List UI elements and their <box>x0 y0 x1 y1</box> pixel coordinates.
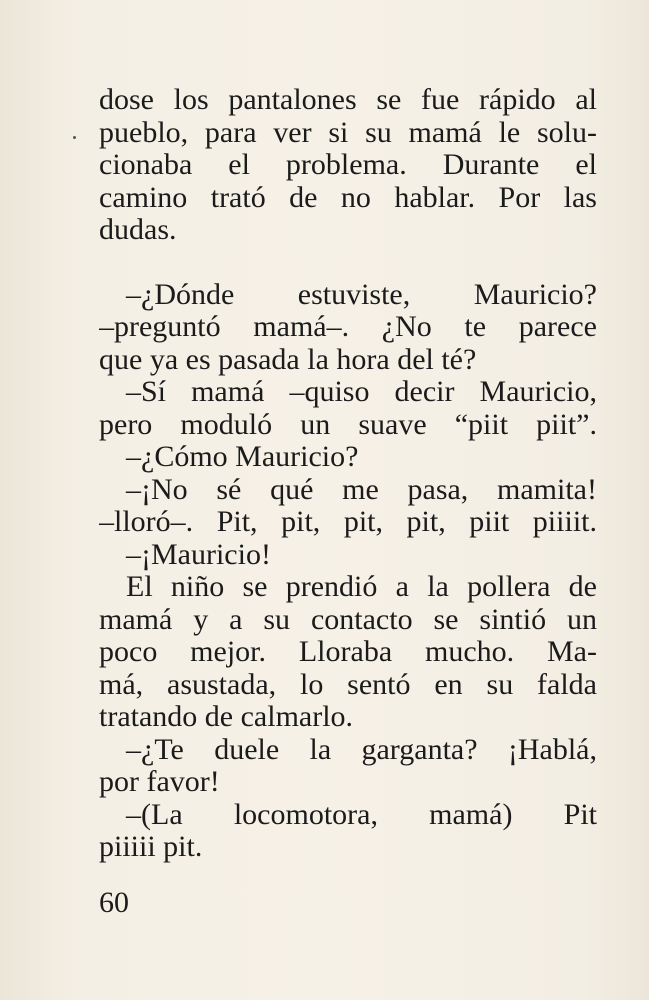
dialogue-line: por favor! <box>99 765 220 798</box>
dialogue-line: –(La locomotora, mamá) Pit <box>126 798 597 831</box>
dialogue-line: El niño se prendió a la pollera de <box>126 571 597 603</box>
text-line: camino trató de no hablar. Por las <box>99 181 597 214</box>
text-line: cionaba el problema. Durante el <box>99 149 597 181</box>
paragraph-1 <box>99 84 597 247</box>
dialogue-line: –¿Dónde estuviste, Mauricio? <box>126 278 597 311</box>
dialogue-line: má, asustada, lo sentó en su falda <box>99 668 597 701</box>
text-line: dose los pantalones se fue rápido al <box>99 84 597 116</box>
dialogue-line: piiiii pit. <box>99 830 203 863</box>
margin-mark <box>73 136 76 139</box>
text-line: pueblo, para ver si su mamá le solu- <box>99 116 597 149</box>
dialogue-line: –¿Cómo Mauricio? <box>126 440 359 473</box>
dialogue-line: poco mejor. Lloraba mucho. Ma- <box>99 636 597 668</box>
text-line: dudas. <box>99 213 177 246</box>
dialogue-line: tratando de calmarlo. <box>99 700 354 733</box>
page-number: 60 <box>99 886 129 919</box>
dialogue-line: –lloró–. Pit, pit, pit, pit, piit piiiit. <box>99 506 597 538</box>
dialogue-line: que ya es pasada la hora del té? <box>99 342 477 376</box>
dialogue-line: pero moduló un suave “piit piit”. <box>99 408 597 441</box>
dialogue-line: –¡No sé qué me pasa, mamita! <box>126 473 597 506</box>
dialogue-line: –Sí mamá –quiso decir Mauricio, <box>126 376 597 408</box>
dialogue-line: –¡Mauricio! <box>126 537 271 571</box>
dialogue-line: mamá y a su contacto se sintió un <box>99 603 597 636</box>
dialogue-line: –¿Te duele la garganta? ¡Hablá, <box>126 733 597 766</box>
paragraph-gap <box>99 247 597 279</box>
dialogue-line: –preguntó mamá–. ¿No te parece <box>99 311 597 343</box>
dialogue-block <box>99 279 597 864</box>
page-text <box>99 84 597 864</box>
